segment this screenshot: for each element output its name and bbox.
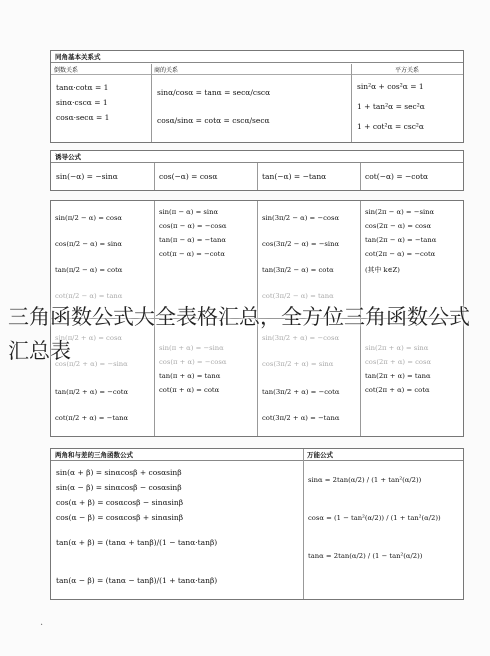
c3-r5: sin(3π/2 + α) = −cosα	[262, 334, 340, 342]
c1-r8: cot(π/2 + α) = −tanα	[55, 414, 129, 422]
universal-title: 万能公式	[303, 449, 463, 461]
c4-r8: cot(2π + α) = cotα	[365, 386, 430, 394]
c2-r4: cot(π − α) = −cotα	[159, 250, 225, 258]
basic-relations-title: 同角基本关系式	[51, 51, 463, 63]
induction-title: 诱导公式	[51, 151, 463, 163]
square-2: 1 + tan²α = sec²α	[357, 102, 425, 111]
neg-cos: cos(−α) = cosα	[159, 172, 218, 181]
cos-diff: cos(α − β) = cosαcosβ + sinαsinβ	[56, 513, 184, 522]
reciprocal-3: cosα·secα = 1	[56, 113, 110, 122]
c3-r2: cos(3π/2 − α) = −sinα	[262, 240, 340, 248]
basic-relations-table	[50, 50, 464, 143]
c4-r2: cos(2π − α) = cosα	[365, 222, 432, 230]
c1-r3: tan(π/2 − α) = cotα	[55, 266, 123, 274]
square-3: 1 + cot²α = csc²α	[357, 122, 424, 131]
tan-sum: tan(α + β) = (tanα + tanβ)/(1 − tanα·tanβ)	[56, 538, 218, 547]
c2-r3: tan(π − α) = −tanα	[159, 236, 226, 244]
c4-r5: sin(2π + α) = sinα	[365, 344, 429, 352]
c3-r6: cos(3π/2 + α) = sinα	[262, 360, 334, 368]
c4-r3: tan(2π − α) = −tanα	[365, 236, 437, 244]
c1-r6: cos(π/2 + α) = −sinα	[55, 360, 128, 368]
square-1: sin²α + cos²α = 1	[357, 82, 424, 91]
overlay-title: 三角函数公式大全表格汇总，全方位三角函数公式汇总表	[8, 305, 470, 363]
square-header: 平方关系	[351, 64, 463, 75]
c3-r7: tan(3π/2 + α) = −cotα	[262, 388, 340, 396]
c4-r6: cos(2π + α) = cosα	[365, 358, 432, 366]
c1-r2: cos(π/2 − α) = sinα	[55, 240, 123, 248]
c4-r4: cot(2π − α) = −cotα	[365, 250, 436, 258]
reciprocal-2: sinα·cscα = 1	[56, 98, 108, 107]
c2-r5: sin(π + α) = −sinα	[159, 344, 224, 352]
c1-r5: sin(π/2 + α) = cosα	[55, 334, 123, 342]
quotient-header: 商的关系	[151, 64, 351, 75]
sum-diff-table	[50, 448, 464, 600]
neg-sin: sin(−α) = −sinα	[56, 172, 118, 181]
c2-r8: cot(π + α) = cotα	[159, 386, 220, 394]
reciprocal-1: tanα·cotα = 1	[56, 83, 109, 92]
c2-r1: sin(π − α) = sinα	[159, 208, 219, 216]
sin-sum: sin(α + β) = sinαcosβ + cosαsinβ	[56, 468, 182, 477]
c3-r4: cot(3π/2 − α) = tanα	[262, 292, 334, 300]
quotient-2: cosα/sinα = cotα = cscα/secα	[157, 116, 270, 125]
c2-r7: tan(π + α) = tanα	[159, 372, 221, 380]
c1-r4: cot(π/2 − α) = tanα	[55, 292, 123, 300]
quotient-1: sinα/cosα = tanα = secα/cscα	[157, 88, 271, 97]
c4-r1: sin(2π − α) = −sinα	[365, 208, 435, 216]
sum-diff-title: 两角和与差的三角函数公式	[51, 449, 303, 461]
c2-r6: cos(π + α) = −cosα	[159, 358, 227, 366]
c3-r8: cot(3π/2 + α) = −tanα	[262, 414, 340, 422]
tan-diff: tan(α − β) = (tanα − tanβ)/(1 + tanα·tanβ)	[56, 576, 218, 585]
universal-tan: tanα = 2tan(α/2) / (1 − tan²(α/2))	[308, 552, 423, 560]
universal-sin: sinα = 2tan(α/2) / (1 + tan²(α/2))	[308, 476, 422, 484]
neg-tan: tan(−α) = −tanα	[262, 172, 327, 181]
reciprocal-header: 倒数关系	[51, 64, 151, 75]
cos-sum: cos(α + β) = cosαcosβ − sinαsinβ	[56, 498, 184, 507]
c4-note: (其中 k∈Z)	[365, 266, 400, 274]
c3-r3: tan(3π/2 − α) = cotα	[262, 266, 334, 274]
neg-cot: cot(−α) = −cotα	[365, 172, 429, 181]
universal-cos: cosα = (1 − tan²(α/2)) / (1 + tan²(α/2))	[308, 514, 441, 522]
c1-r1: sin(π/2 − α) = cosα	[55, 214, 123, 222]
sin-diff: sin(α − β) = sinαcosβ − cosαsinβ	[56, 483, 182, 492]
c3-r1: sin(3π/2 − α) = −cosα	[262, 214, 340, 222]
c1-r7: tan(π/2 + α) = −cotα	[55, 388, 129, 396]
induction-table	[50, 150, 464, 191]
page-dot: ·	[40, 620, 44, 631]
c4-r7: tan(2π + α) = tanα	[365, 372, 431, 380]
c2-r2: cos(π − α) = −cosα	[159, 222, 227, 230]
